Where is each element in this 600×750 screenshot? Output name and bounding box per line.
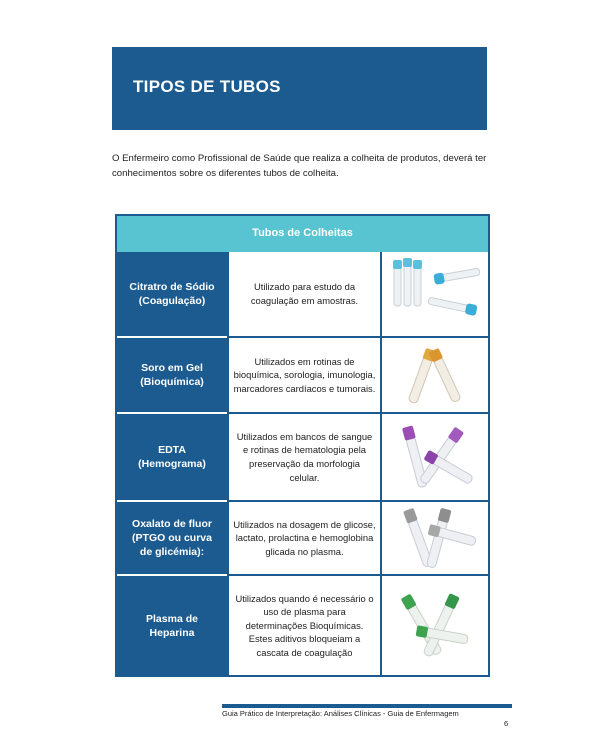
title-banner (112, 47, 487, 130)
tube-type-name: Plasma de Heparina (117, 576, 227, 675)
table-row (117, 338, 488, 412)
page-number: 6 (504, 719, 509, 728)
gold-cap-tubes-icon (382, 338, 488, 412)
tube-description: Utilizados em rotinas de bioquímica, sorologia, imunologia, marcadores cardíacos e tumorais. (227, 338, 382, 412)
table-row (117, 576, 488, 675)
tube-description: Utilizados na dosagem de glicose, lactato, prolactina e hemoglobina glicada no plasma. (227, 502, 382, 574)
table-heading: Tubos de Colheitas (117, 216, 488, 252)
footer-bar (222, 704, 512, 708)
grey-cap-tubes-icon (382, 502, 488, 574)
tube-type-name: Citratro de Sódio (Coagulação) (117, 252, 227, 336)
lavender-cap-tubes-icon (382, 414, 488, 500)
green-cap-tubes-icon (382, 576, 488, 675)
tube-type-name: Oxalato de fluor (PTGO ou curva de glicémia): (117, 502, 227, 574)
tube-description: Utilizados em bancos de sangue e rotinas de hematologia pela preservação da morfologia celular. (227, 414, 382, 500)
tube-type-name: Soro em Gel (Bioquímica) (117, 338, 227, 412)
page-title: TIPOS DE TUBOS (133, 77, 281, 96)
table-row (117, 502, 488, 574)
blue-cap-tubes-icon (382, 252, 488, 336)
table-row (117, 414, 488, 500)
intro-paragraph: O Enfermeiro como Profissional de Saúde que realiza a colheita de produtos, deverá ter conhecimentos sobre os diferentes tubos de colheita. (112, 153, 487, 179)
tube-description: Utilizado para estudo da coagulação em amostras. (227, 252, 382, 336)
tube-description: Utilizados quando é necessário o uso de plasma para determinações Bioquímicas. Estes aditivos bloqueiam a cascata de coagulação (227, 576, 382, 675)
tubes-table (115, 214, 490, 677)
table-row (117, 252, 488, 336)
tube-type-name: EDTA (Hemograma) (117, 414, 227, 500)
footer-text: Guia Prático de Interpretação: Análises Clínicas - Guia de Enfermagem (222, 709, 459, 718)
